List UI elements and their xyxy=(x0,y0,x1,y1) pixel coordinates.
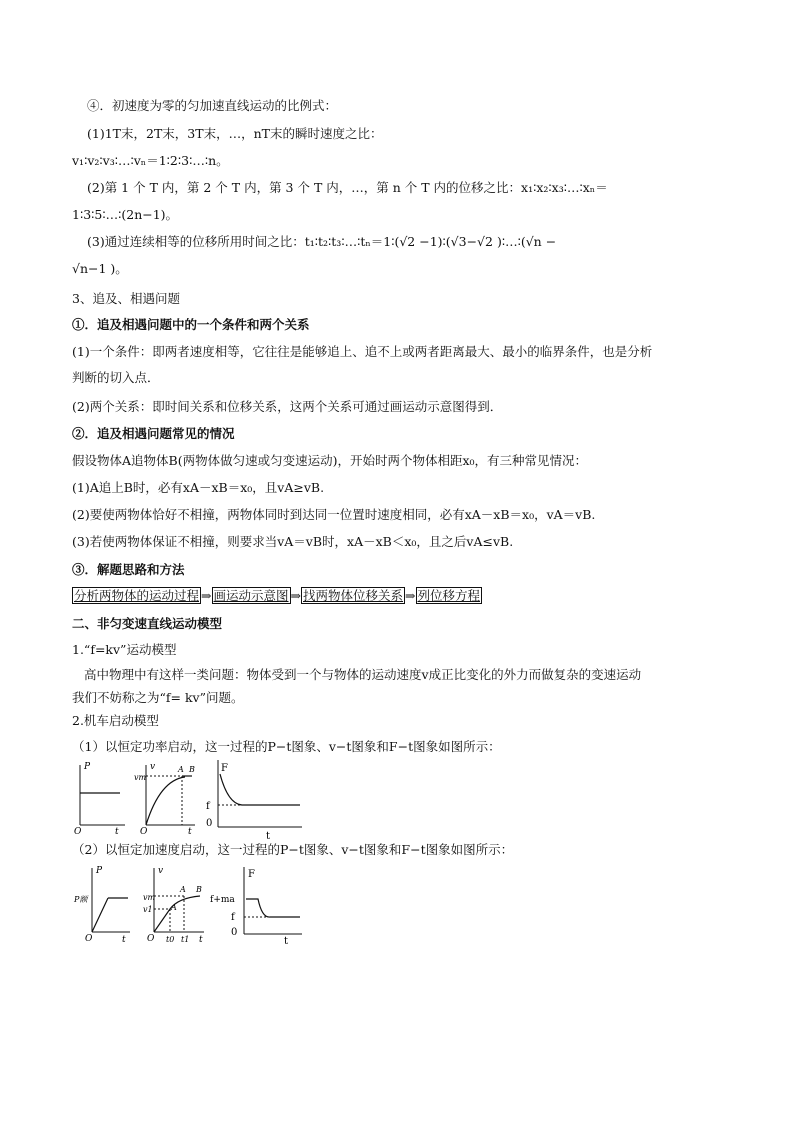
case-1: (1)A追上B时，必有xA－xB＝x₀，且vA≥vB. xyxy=(72,480,325,495)
condition-text-a: (1)一个条件：即两者速度相等，它往往是能够追上、追不上或两者距离最大、最小的临界条件，也是分析 xyxy=(72,344,653,359)
ratio-time-a: (3)通过连续相等的位移所用时间之比：t₁∶t₂∶t₃∶…∶tₙ＝1∶(√2 −1)∶(√3−√2 )∶…∶(√n − xyxy=(87,234,557,249)
ratio-time-b: √n−1 )。 xyxy=(72,261,128,276)
axis-label-f: F xyxy=(221,763,228,774)
p-t-graph xyxy=(92,868,130,932)
flow-step-2: 画运动示意图 xyxy=(213,588,289,603)
axis-label-t: t xyxy=(199,935,203,945)
v-t-graph xyxy=(154,868,204,932)
flow-arrow: ⇒ xyxy=(405,588,416,603)
p-t-graph xyxy=(80,765,125,825)
constant-acceleration-graphs xyxy=(70,862,330,947)
case-constant-power: （1）以恒定功率启动，这一过程的P−t图象、v−t图象和F−t图象如图所示： xyxy=(72,739,501,754)
flow-step-1: 分析两物体的运动过程 xyxy=(74,588,200,603)
label-p-rated: P额 xyxy=(74,895,88,904)
f-t-graph xyxy=(218,760,302,827)
label-t1: t1 xyxy=(181,935,190,944)
label-f: f xyxy=(206,801,210,812)
subheading-cases: ②．追及相遇问题常见的情况 xyxy=(72,426,235,441)
flow-step-4: 列位移方程 xyxy=(417,588,481,603)
label-vm: vm xyxy=(134,773,147,782)
ratio-velocity-intro: (1)1T末，2T末，3T末，…，nT末的瞬时速度之比： xyxy=(87,126,383,141)
ratio-displacement-intro: (2)第 1 个 T 内，第 2 个 T 内，第 3 个 T 内，…，第 n 个 T 内的位移之比：x₁∶x₂∶x₃∶…∶xₙ＝ xyxy=(87,180,608,195)
relation-text: (2)两个关系：即时间关系和位移关系，这两个关系可通过画运动示意图得到． xyxy=(72,399,503,414)
axis-label-f: F xyxy=(248,869,255,880)
axis-label-v: v xyxy=(150,762,156,772)
case-2: (2)要使两物体恰好不相撞，两物体同时到达同一位置时速度相同，必有xA－xB＝x₀，vA＝vB. xyxy=(72,507,596,522)
label-b: B xyxy=(189,765,195,774)
origin-zero: 0 xyxy=(231,927,238,938)
flow-arrow: ⇒ xyxy=(201,588,212,603)
origin-label: O xyxy=(85,934,93,944)
model1-title: 1.“f=kv”运动模型 xyxy=(72,642,177,657)
origin-label: O xyxy=(74,827,82,837)
case-3: (3)若使两物体保证不相撞，则要求当vA＝vB时，xA－xB＜x₀，且之后vA≤vB. xyxy=(72,534,514,549)
axis-label-t: t xyxy=(115,827,119,837)
origin-label: O xyxy=(140,827,148,837)
cases-intro: 假设物体A追物体B(两物体做匀速或匀变速运动)，开始时两个物体相距x₀，有三种常见情况： xyxy=(72,453,588,468)
origin-zero: 0 xyxy=(206,818,213,829)
model2-title: 2.机车启动模型 xyxy=(72,713,159,728)
condition-text-b: 判断的切入点． xyxy=(72,370,160,385)
flow-step-3: 找两物体位移关系 xyxy=(303,588,404,603)
axis-label-t: t xyxy=(188,827,192,837)
label-t0: t0 xyxy=(166,935,175,944)
flow-arrow: ⇒ xyxy=(290,588,301,603)
subheading-condition: ①．追及相遇问题中的一个条件和两个关系 xyxy=(72,317,310,332)
axis-label-t: t xyxy=(284,936,289,947)
label-a-prime: A xyxy=(171,903,177,912)
section4-title: ④．初速度为零的匀加速直线运动的比例式： xyxy=(87,98,338,113)
section2-heading: 二、非匀变速直线运动模型 xyxy=(72,616,223,631)
axis-label-t: t xyxy=(122,935,126,945)
case-constant-acceleration: （2）以恒定加速度启动，这一过程的P−t图象、v−t图象和F−t图象如图所示： xyxy=(72,842,514,857)
axis-label-p: P xyxy=(96,866,103,876)
label-vm: vm xyxy=(143,893,156,902)
axis-label-t: t xyxy=(266,831,271,842)
label-b: B xyxy=(196,885,202,894)
ratio-velocity: v₁∶v₂∶v₃∶…∶vₙ＝1∶2∶3∶…∶n。 xyxy=(72,153,229,168)
label-a: A xyxy=(178,765,184,774)
constant-power-graphs xyxy=(70,760,330,840)
model1-text-b: 我们不妨称之为“f= kv”问题。 xyxy=(72,690,244,705)
label-f: f xyxy=(231,912,235,923)
label-f-plus-ma: f+ma xyxy=(210,895,235,905)
model1-text-a: 高中物理中有这样一类问题：物体受到一个与物体的运动速度v成正比变化的外力而做复杂的变速运动 xyxy=(84,667,642,682)
label-v1: v1 xyxy=(143,905,153,914)
label-a: A xyxy=(180,885,186,894)
v-t-graph xyxy=(146,765,195,825)
origin-label: O xyxy=(147,934,155,944)
section3-heading: 3、追及、相遇问题 xyxy=(72,291,180,306)
axis-label-v: v xyxy=(158,866,164,876)
axis-label-p: P xyxy=(84,762,91,772)
subheading-method: ③．解题思路和方法 xyxy=(72,562,185,577)
method-flow xyxy=(72,586,482,606)
ratio-displacement: 1∶3∶5∶…∶(2n−1)。 xyxy=(72,207,179,222)
